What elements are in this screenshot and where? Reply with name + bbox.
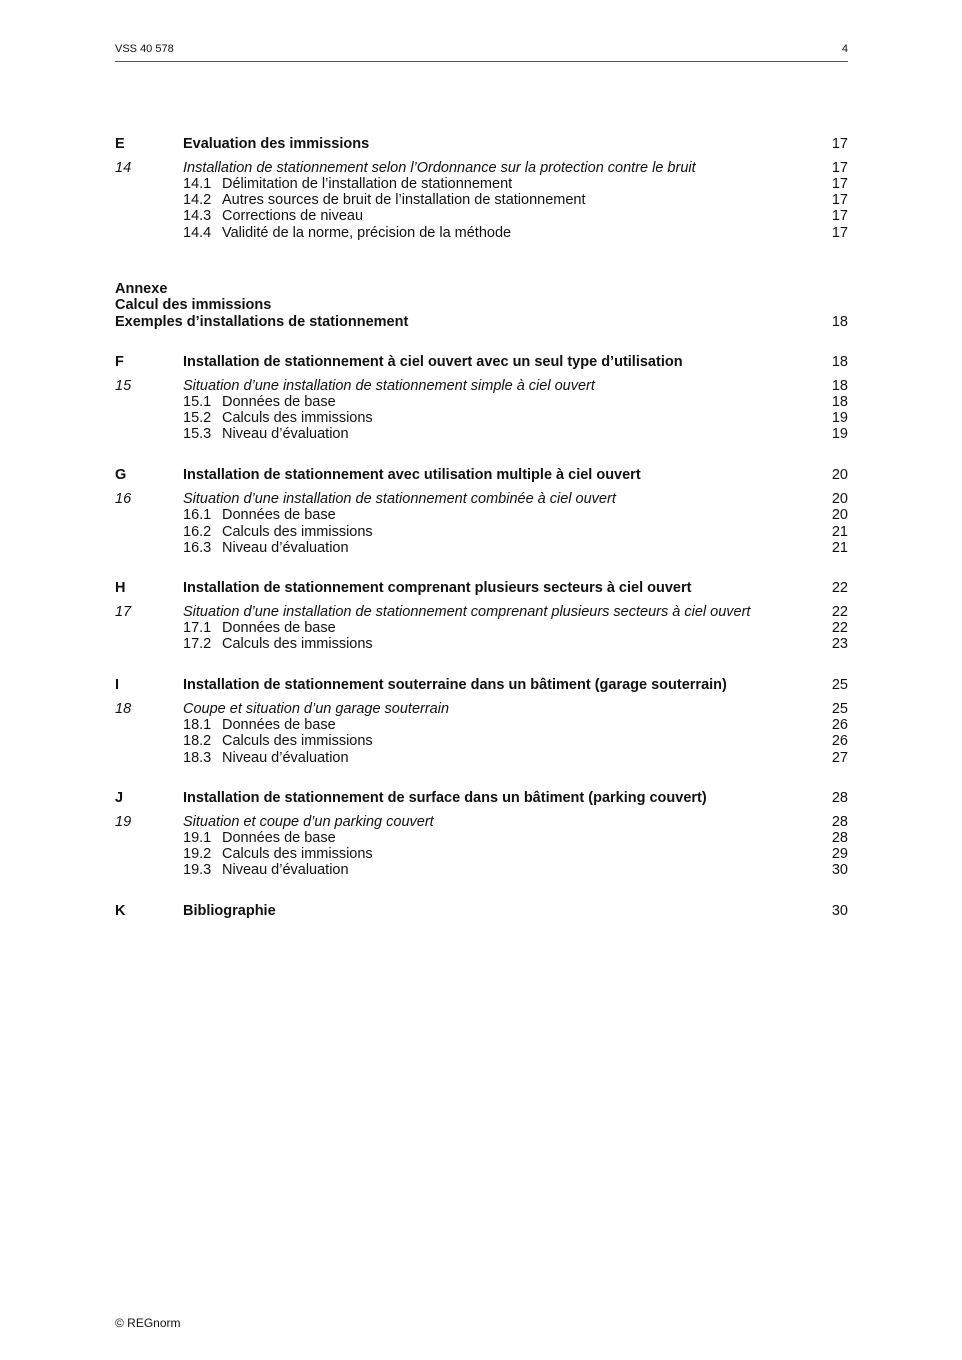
toc-section-14[interactable] <box>115 160 848 177</box>
subsection-number: 19.3 <box>183 862 212 878</box>
page-ref: 17 <box>831 160 848 176</box>
section-number: 17 <box>115 604 132 620</box>
header-divider <box>115 61 848 62</box>
subsection-number: 17.2 <box>183 636 212 652</box>
section-title: Situation d’une installation de stationnement comprenant plusieurs secteurs à ciel ouvert <box>183 604 751 620</box>
subsection-number: 16.1 <box>183 507 212 523</box>
subsection-title: Corrections de niveau <box>222 208 364 224</box>
page-ref: 25 <box>831 701 848 717</box>
section-title: Situation d’une installation de stationnement simple à ciel ouvert <box>183 378 595 394</box>
section-number: 18 <box>115 701 132 717</box>
toc-section-17[interactable] <box>115 604 848 621</box>
page-ref: 26 <box>831 717 848 733</box>
page-ref: 21 <box>831 540 848 556</box>
subsection-number: 14.2 <box>183 192 212 208</box>
toc-subsection[interactable] <box>115 176 848 193</box>
toc-section-19[interactable] <box>115 814 848 831</box>
page-ref: 22 <box>831 604 848 620</box>
page-ref: 19 <box>831 426 848 442</box>
toc-section-18[interactable] <box>115 701 848 718</box>
page-ref: 18 <box>831 314 848 330</box>
chapter-letter: H <box>115 580 126 596</box>
toc-chapter-e[interactable] <box>115 136 848 153</box>
subsection-title: Données de base <box>222 717 336 733</box>
toc-chapter-j[interactable] <box>115 790 848 807</box>
annex-heading: Annexe <box>115 281 168 297</box>
page-ref: 17 <box>831 192 848 208</box>
chapter-title: Installation de stationnement à ciel ouvert avec un seul type d’utilisation <box>183 354 683 370</box>
page-ref: 17 <box>831 176 848 192</box>
toc-subsection[interactable] <box>115 225 848 242</box>
subsection-title: Calculs des immissions <box>222 636 373 652</box>
annex-subtitle: Calcul des immissions <box>115 297 272 313</box>
toc-chapter-h[interactable] <box>115 580 848 597</box>
subsection-number: 19.2 <box>183 846 212 862</box>
page-ref: 18 <box>831 394 848 410</box>
page-ref: 17 <box>831 225 848 241</box>
chapter-title: Evaluation des immissions <box>183 136 370 152</box>
toc-chapter-i[interactable] <box>115 677 848 694</box>
toc-subsection[interactable] <box>115 733 848 750</box>
subsection-title: Niveau d’évaluation <box>222 426 349 442</box>
subsection-number: 14.1 <box>183 176 212 192</box>
page-ref: 28 <box>831 790 848 806</box>
toc-subsection[interactable] <box>115 507 848 524</box>
subsection-title: Niveau d’évaluation <box>222 750 349 766</box>
subsection-title: Autres sources de bruit de l’installation de stationnement <box>222 192 586 208</box>
section-number: 14 <box>115 160 132 176</box>
section-number: 19 <box>115 814 132 830</box>
chapter-title: Installation de stationnement comprenant plusieurs secteurs à ciel ouvert <box>183 580 692 596</box>
subsection-number: 18.1 <box>183 717 212 733</box>
page-ref: 23 <box>831 636 848 652</box>
subsection-number: 18.3 <box>183 750 212 766</box>
section-title: Situation d’une installation de stationnement combinée à ciel ouvert <box>183 491 616 507</box>
page-ref: 20 <box>831 491 848 507</box>
subsection-title: Données de base <box>222 830 336 846</box>
chapter-letter: K <box>115 903 126 919</box>
page-ref: 28 <box>831 814 848 830</box>
page-ref: 27 <box>831 750 848 766</box>
toc-subsection[interactable] <box>115 410 848 427</box>
page-header <box>115 43 848 55</box>
page-ref: 30 <box>831 862 848 878</box>
page-ref: 18 <box>831 354 848 370</box>
section-number: 16 <box>115 491 132 507</box>
section-number: 15 <box>115 378 132 394</box>
toc-subsection[interactable] <box>115 208 848 225</box>
chapter-letter: J <box>115 790 124 806</box>
page-ref: 19 <box>831 410 848 426</box>
page-ref: 18 <box>831 378 848 394</box>
page-ref: 17 <box>831 208 848 224</box>
chapter-letter: I <box>115 677 120 693</box>
document-id: VSS 40 578 <box>115 43 174 55</box>
subsection-title: Calculs des immissions <box>222 846 373 862</box>
copyright-footer: © REGnorm <box>115 1316 181 1330</box>
toc-subsection[interactable] <box>115 620 848 637</box>
page-ref: 25 <box>831 677 848 693</box>
subsection-number: 14.3 <box>183 208 212 224</box>
subsection-title: Délimitation de l’installation de stationnement <box>222 176 513 192</box>
page-ref: 28 <box>831 830 848 846</box>
toc-subsection[interactable] <box>115 540 848 557</box>
subsection-title: Données de base <box>222 620 336 636</box>
toc-subsection[interactable] <box>115 636 848 653</box>
chapter-title: Installation de stationnement de surface dans un bâtiment (parking couvert) <box>183 790 707 806</box>
toc-subsection[interactable] <box>115 830 848 847</box>
annex-examples-title[interactable]: Exemples d’installations de stationnement <box>115 314 409 330</box>
chapter-letter: E <box>115 136 125 152</box>
subsection-number: 17.1 <box>183 620 212 636</box>
toc-subsection[interactable] <box>115 717 848 734</box>
subsection-title: Calculs des immissions <box>222 524 373 540</box>
subsection-title: Données de base <box>222 507 336 523</box>
toc-section-16[interactable] <box>115 491 848 508</box>
toc-subsection[interactable] <box>115 192 848 209</box>
subsection-number: 14.4 <box>183 225 212 241</box>
subsection-title: Niveau d’évaluation <box>222 862 349 878</box>
chapter-letter: F <box>115 354 124 370</box>
subsection-title: Données de base <box>222 394 336 410</box>
toc-chapter-k[interactable] <box>115 903 848 920</box>
chapter-letter: G <box>115 467 127 483</box>
toc-section-15[interactable] <box>115 378 848 395</box>
toc-subsection[interactable] <box>115 862 848 879</box>
subsection-title: Calculs des immissions <box>222 733 373 749</box>
subsection-number: 19.1 <box>183 830 212 846</box>
toc-chapter-f[interactable] <box>115 354 848 371</box>
chapter-title: Installation de stationnement souterraine dans un bâtiment (garage souterrain) <box>183 677 727 693</box>
subsection-number: 15.3 <box>183 426 212 442</box>
page-ref: 20 <box>831 467 848 483</box>
subsection-number: 16.2 <box>183 524 212 540</box>
page-ref: 29 <box>831 846 848 862</box>
toc-chapter-g[interactable] <box>115 467 848 484</box>
chapter-title: Installation de stationnement avec utilisation multiple à ciel ouvert <box>183 467 641 483</box>
toc-subsection[interactable] <box>115 394 848 411</box>
section-title: Installation de stationnement selon l’Ordonnance sur la protection contre le bruit <box>183 160 696 176</box>
chapter-title: Bibliographie <box>183 903 276 919</box>
page-ref: 22 <box>831 620 848 636</box>
page-ref: 30 <box>831 903 848 919</box>
subsection-title: Calculs des immissions <box>222 410 373 426</box>
subsection-number: 18.2 <box>183 733 212 749</box>
page-ref: 26 <box>831 733 848 749</box>
section-title: Situation et coupe d’un parking couvert <box>183 814 434 830</box>
toc-subsection[interactable] <box>115 846 848 863</box>
section-title: Coupe et situation d’un garage souterrain <box>183 701 450 717</box>
toc-subsection[interactable] <box>115 426 848 443</box>
toc-subsection[interactable] <box>115 750 848 767</box>
page-ref: 17 <box>831 136 848 152</box>
toc-subsection[interactable] <box>115 524 848 541</box>
subsection-title: Niveau d’évaluation <box>222 540 349 556</box>
subsection-title: Validité de la norme, précision de la méthode <box>222 225 512 241</box>
subsection-number: 15.2 <box>183 410 212 426</box>
page-ref: 21 <box>831 524 848 540</box>
page-ref: 20 <box>831 507 848 523</box>
page-ref: 22 <box>831 580 848 596</box>
page-number: 4 <box>841 43 848 55</box>
subsection-number: 16.3 <box>183 540 212 556</box>
subsection-number: 15.1 <box>183 394 212 410</box>
